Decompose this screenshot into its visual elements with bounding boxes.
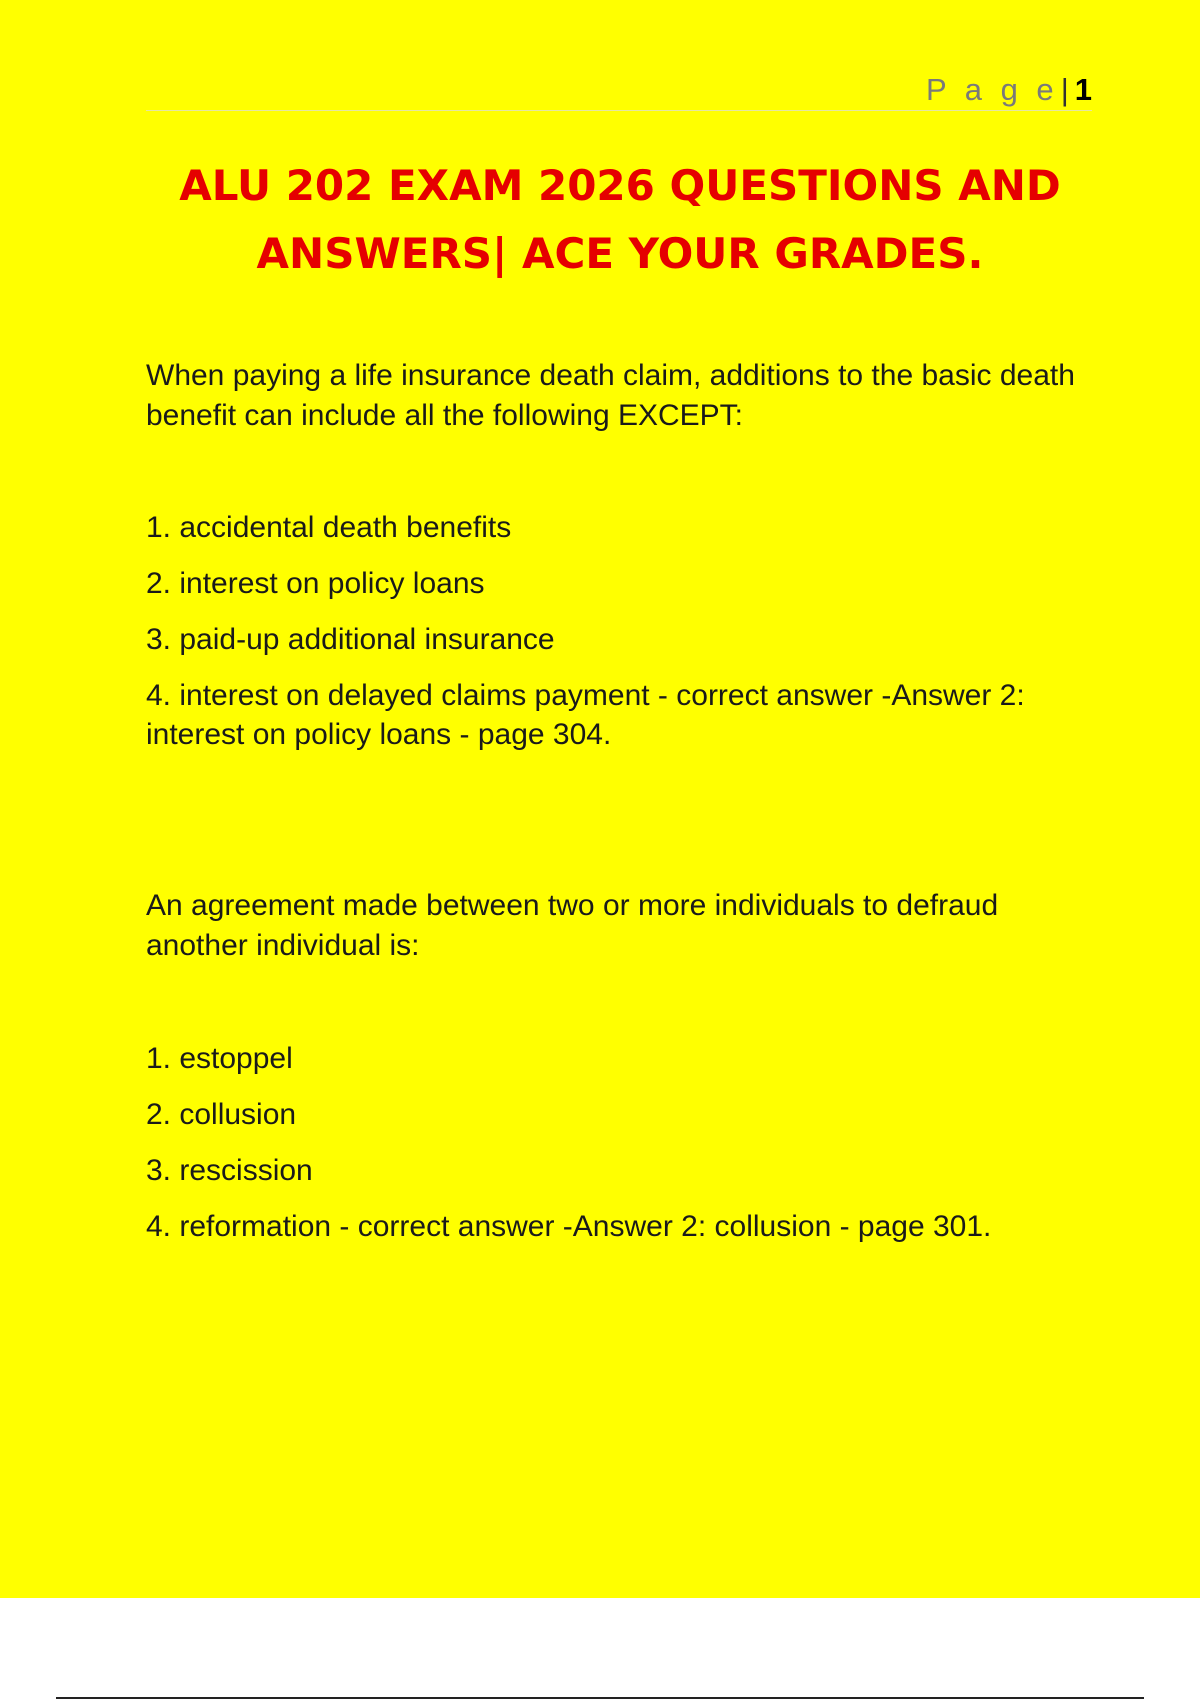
question-1-option-3: 3. paid-up additional insurance xyxy=(146,623,555,656)
question-1-option-4: 4. interest on delayed claims payment - correct answer -Answer 2: interest on policy loans - page 304. xyxy=(146,679,1025,751)
question-2-option-2: 2. collusion xyxy=(146,1098,297,1131)
page-number: 1 xyxy=(1074,72,1092,107)
question-2-option-3: 3. rescission xyxy=(146,1154,313,1187)
question-1-option-2: 2. interest on policy loans xyxy=(146,567,485,600)
document-title: ALU 202 EXAM 2026 QUESTIONS AND ANSWERS| ACE YOUR GRADES. xyxy=(179,161,1061,278)
question-1-options xyxy=(146,508,1086,771)
page-header xyxy=(146,70,1092,111)
footer-divider xyxy=(56,1697,1144,1699)
page-number-label xyxy=(926,70,1092,110)
page-label: P a g e xyxy=(926,72,1059,107)
question-1-text: When paying a life insurance death claim, additions to the basic death benefit can include all the following EXCEPT: xyxy=(146,359,1075,432)
question-2-text: An agreement made between two or more individuals to defraud another individual is: xyxy=(146,889,999,962)
page-separator: | xyxy=(1060,72,1069,107)
question-1-option-1: 1. accidental death benefits xyxy=(146,511,512,544)
question-2-options xyxy=(146,1039,1086,1263)
question-2-option-1: 1. estoppel xyxy=(146,1042,293,1075)
question-2-option-4: 4. reformation - correct answer -Answer 2: collusion - page 301. xyxy=(146,1210,992,1243)
